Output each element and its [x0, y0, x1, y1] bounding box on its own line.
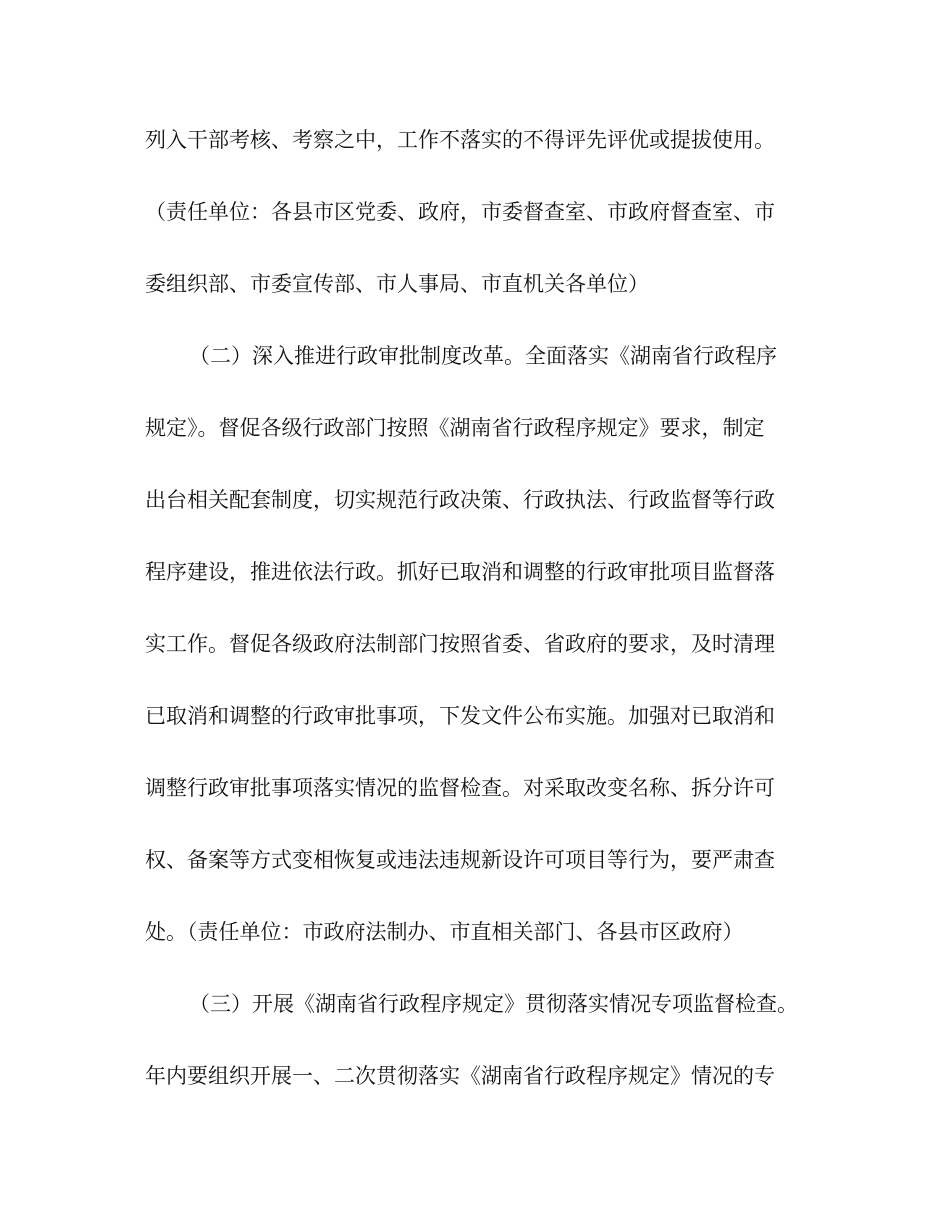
- text-line: 已取消和调整的行政审批事项，下发文件公布实施。加强对已取消和: [145, 704, 775, 728]
- text-line: 程序建设，推进依法行政。抓好已取消和调整的行政审批项目监督落: [145, 560, 775, 584]
- text-line: 年内要组织开展一、二次贯彻落实《湖南省行政程序规定》情况的专: [145, 1064, 775, 1088]
- section-heading-3: （三）开展《湖南省行政程序规定》贯彻落实情况专项监督检查。: [189, 992, 798, 1016]
- text-line: 权、备案等方式变相恢复或违法违规新设许可项目等行为，要严肃查: [145, 848, 775, 872]
- text-line: 调整行政审批事项落实情况的监督检查。对采取改变名称、拆分许可: [145, 776, 775, 800]
- text-line: 列入干部考核、考察之中，工作不落实的不得评先评优或提拔使用。: [145, 128, 775, 152]
- text-line: （责任单位：各县市区党委、政府，市委督查室、市政府督查室、市: [145, 200, 775, 224]
- document-body: [145, 120, 815, 1128]
- text-line: 规定》。督促各级行政部门按照《湖南省行政程序规定》要求，制定: [145, 416, 765, 440]
- text-line: 委组织部、市委宣传部、市人事局、市直机关各单位）: [145, 272, 649, 296]
- section-heading-2: （二）深入推进行政审批制度改革。全面落实《湖南省行政程序: [189, 344, 777, 368]
- text-line: 实工作。督促各级政府法制部门按照省委、省政府的要求，及时清理: [145, 632, 775, 656]
- text-line: 处。（责任单位：市政府法制办、市直相关部门、各县市区政府）: [145, 920, 744, 944]
- text-line: 出台相关配套制度，切实规范行政决策、行政执法、行政监督等行政: [145, 488, 775, 512]
